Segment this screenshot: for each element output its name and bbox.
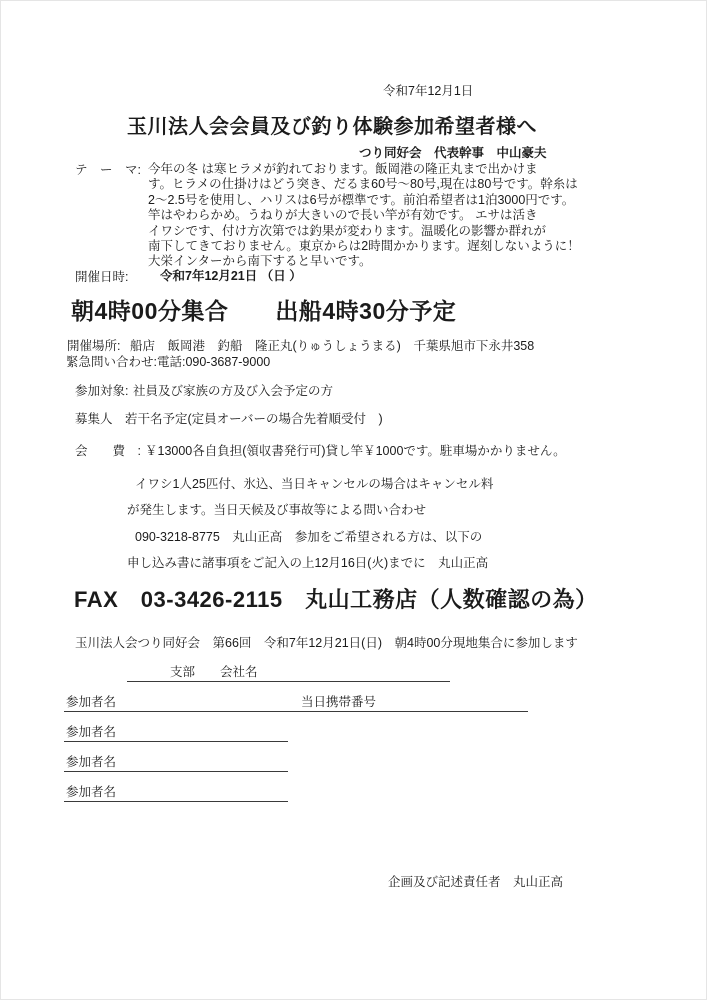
theme-line: イワシです、付け方次第では釣果が変わります。温暖化の影響か群れが <box>148 223 547 238</box>
venue-label: 開催場所: <box>67 339 121 353</box>
theme-line: 今年の冬 は寒ヒラメが釣れております。飯岡港の隆正丸まで出かけま <box>148 162 538 176</box>
participant-label: 参加者名 <box>66 725 117 739</box>
participant-row <box>64 724 288 742</box>
application-statement: 玉川法人会つり同好会 第66回 令和7年12月21日(日) 朝4時00分現地集合に参加します <box>75 636 578 650</box>
theme-line: 大栄インターから南下すると早いです。 <box>148 254 372 269</box>
phone-label: 当日携帯番号 <box>301 695 377 709</box>
venue-value: 船店 飯岡港 釣船 隆正丸(りゅうしょうまる) 千葉県旭市下永井358 <box>130 339 535 353</box>
theme-line: す。ヒラメの仕掛けはどう突き、だるま60号～80号,現在は80号です。幹糸は <box>148 177 578 192</box>
capacity-value: 若干名予定(定員オーバーの場合先着順受付 ) <box>125 412 383 426</box>
issue-date: 令和7年12月1日 <box>383 84 474 98</box>
footer-author: 企画及び記述責任者 丸山正高 <box>388 875 564 889</box>
capacity-label: 募集人 : <box>75 412 129 426</box>
participant-label: 参加者名 <box>66 695 117 709</box>
eligibility-label: 参加対象: <box>75 384 129 398</box>
theme-paragraph <box>148 162 580 270</box>
note-line: 申し込み書に諸事項をご記入の上12月16日(火)までに 丸山正高 <box>127 556 489 570</box>
eligibility-value: 社員及び家族の方及び入会予定の方 <box>133 384 334 398</box>
organizer-line: つり同好会 代表幹事 中山豪夫 <box>359 146 547 160</box>
note-line: が発生します。当日天候及び事故等による問い合わせ <box>127 503 427 517</box>
branch-company-line <box>127 664 450 682</box>
schedule-label: 開催日時: <box>75 270 129 284</box>
theme-line: 南下してきておりません。東京からは2時間かかります。遅刻しないように！ <box>148 239 580 254</box>
emergency-contact: 緊急問い合わせ:電話:090-3687-9000 <box>66 355 271 369</box>
page-title: 玉川法人会会員及び釣り体験参加希望者様へ <box>127 116 537 138</box>
participant-label: 参加者名 <box>66 755 117 769</box>
participant-row <box>64 694 528 712</box>
schedule-value: 令和7年12月21日 （日 ） <box>160 269 302 283</box>
participant-row <box>64 784 288 802</box>
participant-label: 参加者名 <box>66 785 117 799</box>
fee-value: ￥13000各自負担(領収書発行可)貸し竿￥1000です。駐車場かかりません。 <box>145 444 566 458</box>
theme-line: 2～2.5号を使用し、ハリスは6号が標準です。前泊希望者は1泊3000円です。 <box>148 192 575 207</box>
theme-label: テ ー マ: <box>75 163 141 177</box>
theme-line: 竿はやわらかめ。うねりが大きいので長い竿が有効です。 エサは活き <box>148 208 538 223</box>
fax-headline: FAX 03-3426-2115 丸山工務店（人数確認の為） <box>74 587 598 612</box>
meeting-headline: 朝4時00分集合 出船4時30分予定 <box>71 298 457 324</box>
note-line: イワシ1人25匹付、氷込、当日キャンセルの場合はキャンセル料 <box>135 477 494 491</box>
fee-label: 会 費 : <box>75 444 141 458</box>
branch-label: 支部 <box>170 665 196 679</box>
company-label: 会社名 <box>220 665 258 679</box>
participant-row <box>64 754 288 772</box>
note-line: 090-3218-8775 丸山正高 参加をご希望される方は、以下の <box>135 530 483 544</box>
